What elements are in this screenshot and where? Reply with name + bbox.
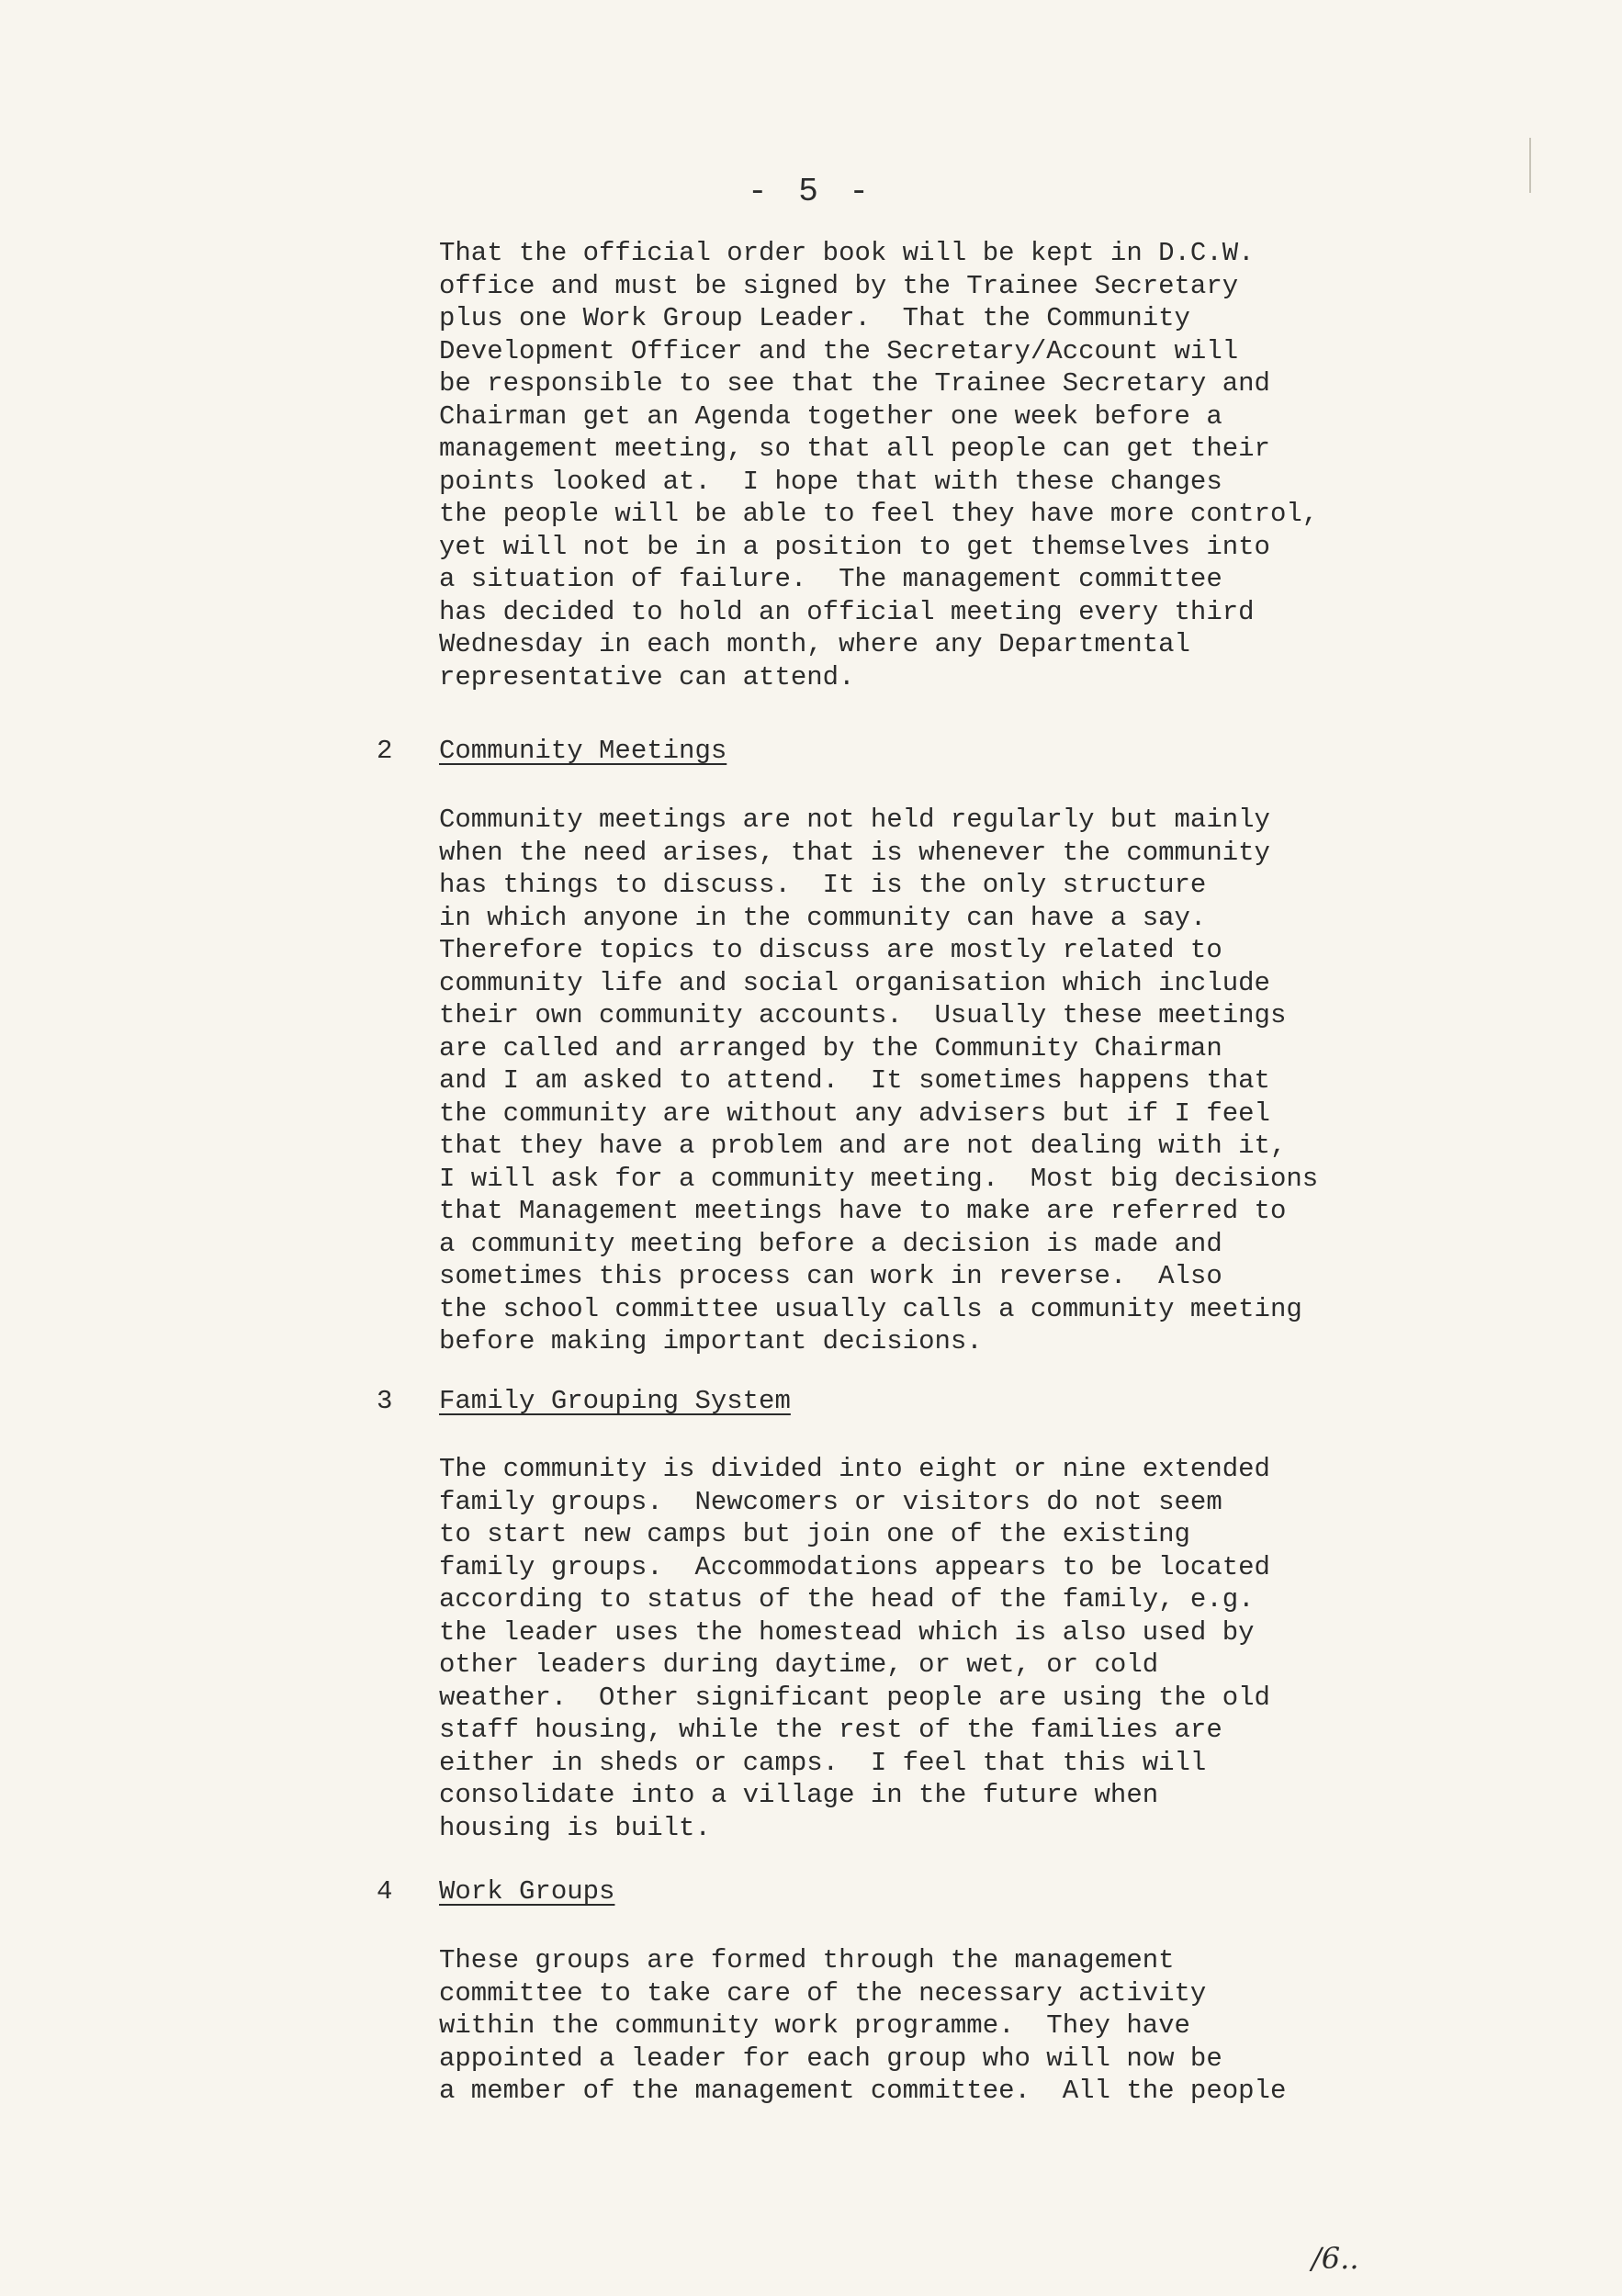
section-number: 2 [377,736,393,766]
paragraph-work-groups: These groups are formed through the management committee to take care of the necessary activity within the community work programme. They have appointed a leader for each group who will now be a member of the management committee. All the people [439,1945,1287,2106]
section-heading-work-groups [377,1875,614,1908]
section-heading-family-grouping [377,1385,791,1418]
paragraph-family-grouping: The community is divided into eight or nine extended family groups. Newcomers or visitors do not seem to start new camps but join one of the existing family groups. Accommodations appears to be located according to status of the head of the family, e.g. the leader uses the homestead which is also used by other leaders during daytime, or wet, or cold weather. Other significant people are using the old staff housing, while the rest of the families are either in sheds or camps. I feel that this will consolidate into a village in the future when housing is built. [439,1454,1270,1843]
section-title: Work Groups [439,1876,615,1907]
section-number: 4 [377,1876,393,1907]
continuation-marker: /6.. [1312,2241,1359,2276]
section-title: Family Grouping System [439,1386,791,1416]
section-title: Community Meetings [439,736,727,766]
section-number: 3 [377,1386,393,1416]
page-number: - 5 - [747,173,875,210]
section-heading-community-meetings [377,735,727,768]
paragraph-community-meetings: Community meetings are not held regularly but mainly when the need arises, that is whenever the community has things to discuss. It is the only structure in which anyone in the community can have a say. Therefore topics to discuss are mostly related to community life and social organisation which include their own community accounts. Usually these meetings are called and arranged by the Community Chairman and I am asked to attend. It sometimes happens that the community are without any advisers but if I feel that they have a problem and are not dealing with it, I will ask for a community meeting. Most big decisions that Management meetings have to make are referred to a community meeting before a decision is made and sometimes this process can work in reverse. Also the school committee usually calls a community meeting before making important decisions. [439,805,1319,1356]
paragraph-management-meetings: That the official order book will be kept in D.C.W. office and must be signed by the Trainee Secretary plus one Work Group Leader. That the Community Development Officer and the Secretary/Account will be responsible to see that the Trainee Secretary and Chairman get an Agenda together one week before a management meeting, so that all people can get their points looked at. I hope that with these changes the people will be able to feel they have more control, yet will not be in a position to get themselves into a situation of failure. The management committee has decided to hold an official meeting every third Wednesday in each month, where any Departmental representative can attend. [439,238,1319,692]
